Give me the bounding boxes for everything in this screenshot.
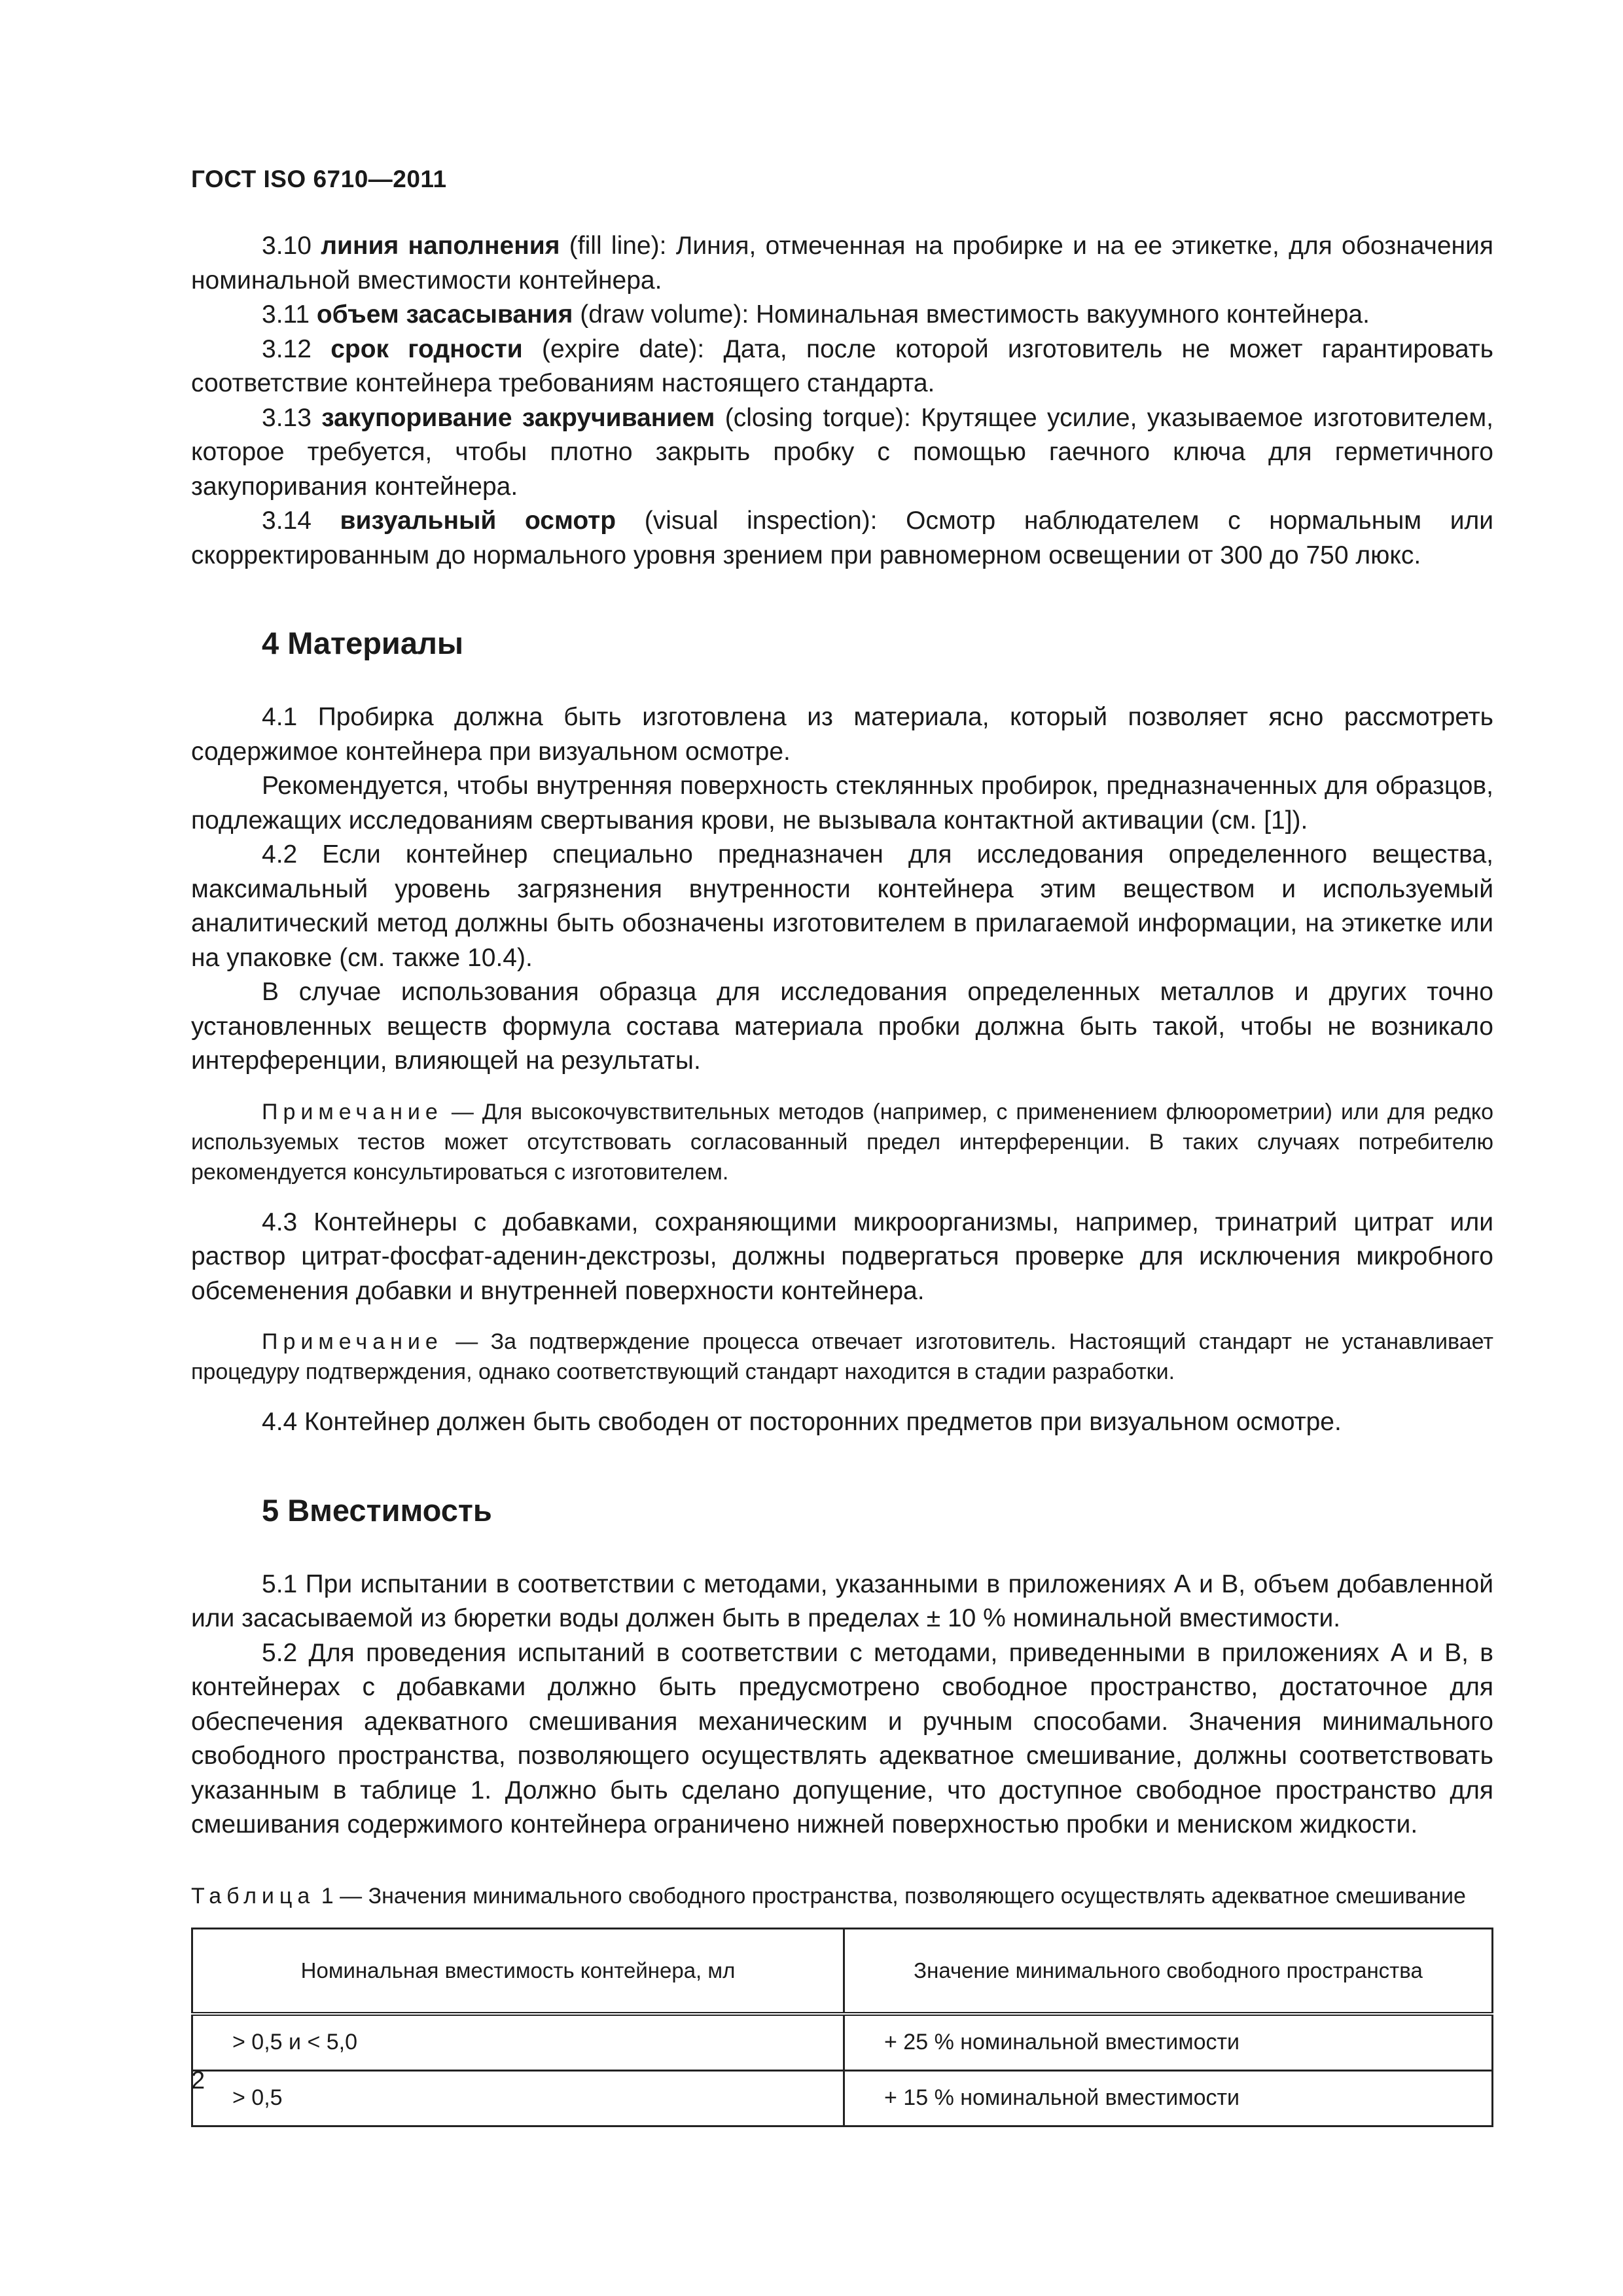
paragraph-5-2: 5.2 Для проведения испытаний в соответствии с методами, приведенными в приложениях А и В, в контейнерах с добавками должно быть предусмотрено свободное пространство, достаточное для обеспечения адекватного смешивания механическим и ручным способами. Значения минимального свободного пространства, позволяющего осуществлять адекватное смешивание, должны соответствовать указанным в таблице 1. Должно быть сделано допущение, что доступное свободное пространство для смешивания содержимого контейнера ограничено нижней поверхностью пробки и мениском жидкости. [191, 1638, 1493, 1839]
term-number: 3.10 [262, 232, 312, 260]
table-cell: > 0,5 [192, 2070, 844, 2126]
section-4-heading: 4 Материалы [262, 626, 463, 660]
note-1 [191, 1097, 1493, 1187]
term-3-12 [191, 332, 1493, 401]
term-english: (closing torque): [724, 403, 911, 432]
term-name: линия наполнения [321, 232, 560, 260]
table-1 [191, 1928, 1493, 2127]
note-text: — За подтверждение процесса отвечает изготовитель. Настоящий стандарт не устанавливает процедуру подтверждения, однако соответствующий стандарт находится в стадии разработки. [191, 1329, 1493, 1384]
paragraph-4-3: 4.3 Контейнеры с добавками, сохраняющими микроорганизмы, например, тринатрий цитрат или раствор цитрат-фосфат-аденин-декстрозы, должны подвергаться проверке для исключения микробного обсеменения добавки и внутренней поверхности контейнера. [191, 1208, 1493, 1305]
term-number: 3.14 [262, 507, 312, 535]
note-label: Примечание [262, 1329, 443, 1354]
table-caption [191, 1882, 1493, 1910]
table-header-capacity: Номинальная вместимость контейнера, мл [192, 1928, 844, 2014]
term-name: закупоривание закручиванием [321, 403, 715, 432]
note-text: — Для высокочувствительных методов (например, с применением флюорометрии) или для редко используемых тестов может отсутствовать согласованный предел интерференции. В таких случаях потребителю рекомендуется консультироваться с изготовителем. [191, 1099, 1493, 1185]
table-header-free-space: Значение минимального свободного пространства [844, 1928, 1493, 2014]
term-3-11 [191, 298, 1493, 332]
note-label: Примечание [262, 1099, 443, 1124]
term-name: визуальный осмотр [340, 507, 616, 535]
term-english: (fill line): [569, 232, 667, 260]
paragraph-4-1: 4.1 Пробирка должна быть изготовлена из материала, который позволяет ясно рассмотреть содержимое контейнера при визуальном осмотре. [191, 703, 1493, 766]
term-definition: Дата, после которой изготовитель не может гарантировать соответствие контейнера требованиям настоящего стандарта. [191, 334, 1493, 397]
paragraph-4-4: 4.4 Контейнер должен быть свободен от посторонних предметов при визуальном осмотре. [262, 1408, 1342, 1436]
term-number: 3.13 [262, 403, 312, 432]
term-number: 3.11 [262, 300, 310, 329]
term-definition: Линия, отмеченная на пробирке и на ее этикетке, для обозначения номинальной вместимости контейнера. [191, 232, 1493, 295]
note-2 [191, 1327, 1493, 1387]
term-3-10 [191, 229, 1493, 298]
paragraph-4-2: 4.2 Если контейнер специально предназначен для исследования определенного вещества, максимальный уровень загрязнения внутренности контейнера этим веществом и используемый аналитический метод должны быть обозначены изготовителем в прилагаемой информации, на этикетке или на упаковке (см. также 10.4). [191, 840, 1493, 972]
term-3-14 [191, 504, 1493, 573]
term-number: 3.12 [262, 334, 312, 363]
term-english: (visual inspection): [644, 507, 878, 535]
term-english: (expire date): [542, 334, 705, 363]
table-header-row [192, 1928, 1493, 2014]
table-cell: + 15 % номинальной вместимости [844, 2070, 1493, 2126]
paragraph-4-1-recommendation: Рекомендуется, чтобы внутренняя поверхность стеклянных пробирок, предназначенных для образцов, подлежащих исследованиям свертывания крови, не вызывала контактной активации (см. [1]). [191, 772, 1493, 834]
term-english: (draw volume): [580, 300, 749, 329]
section-5-heading: 5 Вместимость [262, 1492, 492, 1528]
table-cell: > 0,5 и < 5,0 [192, 2014, 844, 2071]
page-content [191, 229, 1493, 2127]
table-cell: + 25 % номинальной вместимости [844, 2014, 1493, 2071]
paragraph-4-2-metals: В случае использования образца для исследования определенных металлов и других точно установленных веществ формула состава материала пробки должна быть такой, чтобы не возникало интерференции, влияющей на результаты. [191, 978, 1493, 1075]
term-name: объем засасывания [316, 300, 573, 329]
paragraph-5-1: 5.1 При испытании в соответствии с методами, указанными в приложениях А и В, объем добавленной или засасываемой из бюретки воды должен быть в пределах ± 10 % номинальной вместимости. [191, 1570, 1493, 1632]
document-id-header: ГОСТ ISO 6710—2011 [191, 166, 447, 192]
table-row [192, 2070, 1493, 2126]
table-row [192, 2014, 1493, 2071]
term-name: срок годности [330, 334, 523, 363]
page-number: 2 [191, 2067, 205, 2094]
table-caption-text: 1 — Значения минимального свободного пространства, позволяющего осуществлять адекватное смешивание [321, 1883, 1466, 1909]
term-definition: Осмотр наблюдателем с нормальным или скорректированным до нормального уровня зрением при равномерном освещении от 300 до 750 люкс. [191, 507, 1494, 569]
term-definition: Номинальная вместимость вакуумного контейнера. [756, 300, 1370, 329]
table-label: Таблица [191, 1883, 315, 1909]
term-3-13 [191, 401, 1493, 505]
term-definition: Крутящее усилие, указываемое изготовителем, которое требуется, чтобы плотно закрыть пробку с помощью гаечного ключа для герметичного закупоривания контейнера. [191, 403, 1493, 501]
